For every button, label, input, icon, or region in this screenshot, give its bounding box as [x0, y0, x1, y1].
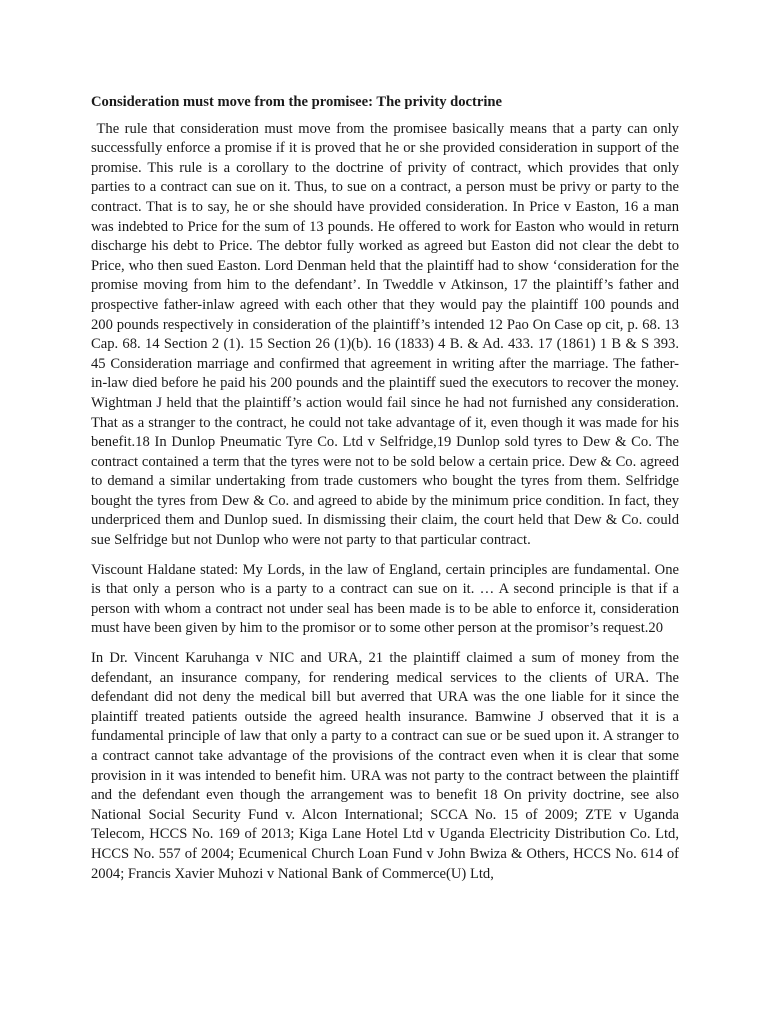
paragraph-privity-rule: The rule that consideration must move from the promisee basically means that a party can only successfully enforce a promise if it is proved that he or she provided consideration in support of the promise. This rule is a corollary to the doctrine of privity of contract, which provides that only parties to a contract can sue on it. Thus, to sue on a contract, a person must be privy or party to the contract. That is to say, he or she should have provided consideration. In Price v Easton, 16 a man was indebted to Price for the sum of 13 pounds. He offered to work for Easton who would in return discharge his debt to Price. The debtor fully worked as agreed but Easton did not clear the debt to Price, who then sued Easton. Lord Denman held that the plaintiff had to show ‘consideration for the promise moving from him to the defendant’. In Tweddle v Atkinson, 17 the plaintiff’s father and prospective father-inlaw agreed with each other that they would pay the plaintiff 100 pounds and 200 pounds respectively in consideration of the plaintiff’s intended 12 Pao On Case op cit, p. 68. 13 Cap. 68. 14 Section 2 (1). 15 Section 26 (1)(b). 16 (1833) 4 B. & Ad. 433. 17 (1861) 1 B & S 393. 45 Consideration marriage and confirmed that agreement in writing after the marriage. The father-in-law died before he paid his 200 pounds and the plaintiff sued the executors to recover the money. Wightman J held that the plaintiff’s action would fail since he had not furnished any consideration. That as a stranger to the contract, he could not take advantage of it, even though it was made for his benefit.18 In Dunlop Pneumatic Tyre Co. Ltd v Selfridge,19 Dunlop sold tyres to Dew & Co. The contract contained a term that the tyres were not to be sold below a certain price. Dew & Co. agreed to demand a similar undertaking from trade customers who bought the tyres from them. Selfridge bought the tyres from Dew & Co. and agreed to abide by the minimum price condition. In fact, they underpriced them and Dunlop sued. In dismissing their claim, the court held that Dew & Co. could sue Selfridge but not Dunlop who were not party to that particular contract.: [91, 120, 683, 549]
document-page: [91, 93, 683, 894]
paragraph-haldane-quote: Viscount Haldane stated: My Lords, in the law of England, certain principles are fundamental. One is that only a person who is a party to a contract can sue on it. … A second principle is that if a person with whom a contract not under seal has been made is to be able to enforce it, consideration must have been given by him to the promisor or to some other person at the promisor’s request.20: [91, 561, 679, 637]
section-heading: Consideration must move from the promisee: The privity doctrine: [91, 94, 503, 110]
paragraph-karuhanga-case: In Dr. Vincent Karuhanga v NIC and URA, 21 the plaintiff claimed a sum of money from the defendant, an insurance company, for rendering medical services to the clients of URA. The defendant did not deny the medical bill but averred that URA was the one liable for it since the plaintiff treated patients outside the agreed health insurance. Bamwine J observed that it is a fundamental principle of law that only a party to a contract can sue or be sued upon it. A stranger to a contract cannot take advantage of the provisions of the contract even when it is clear that some provision in it was intended to benefit him. URA was not party to the contract between the plaintiff and the defendant even though the arrangement was to benefit 18 On privity doctrine, see also National Social Security Fund v. Alcon International; SCCA No. 15 of 2009; ZTE v Uganda Telecom, HCCS No. 169 of 2013; Kiga Lane Hotel Ltd v Uganda Electricity Distribution Co. Ltd, HCCS No. 557 of 2004; Ecumenical Church Loan Fund v John Bwiza & Others, HCCS No. 614 of 2004; Francis Xavier Muhozi v National Bank of Commerce(U) Ltd,: [91, 650, 679, 882]
